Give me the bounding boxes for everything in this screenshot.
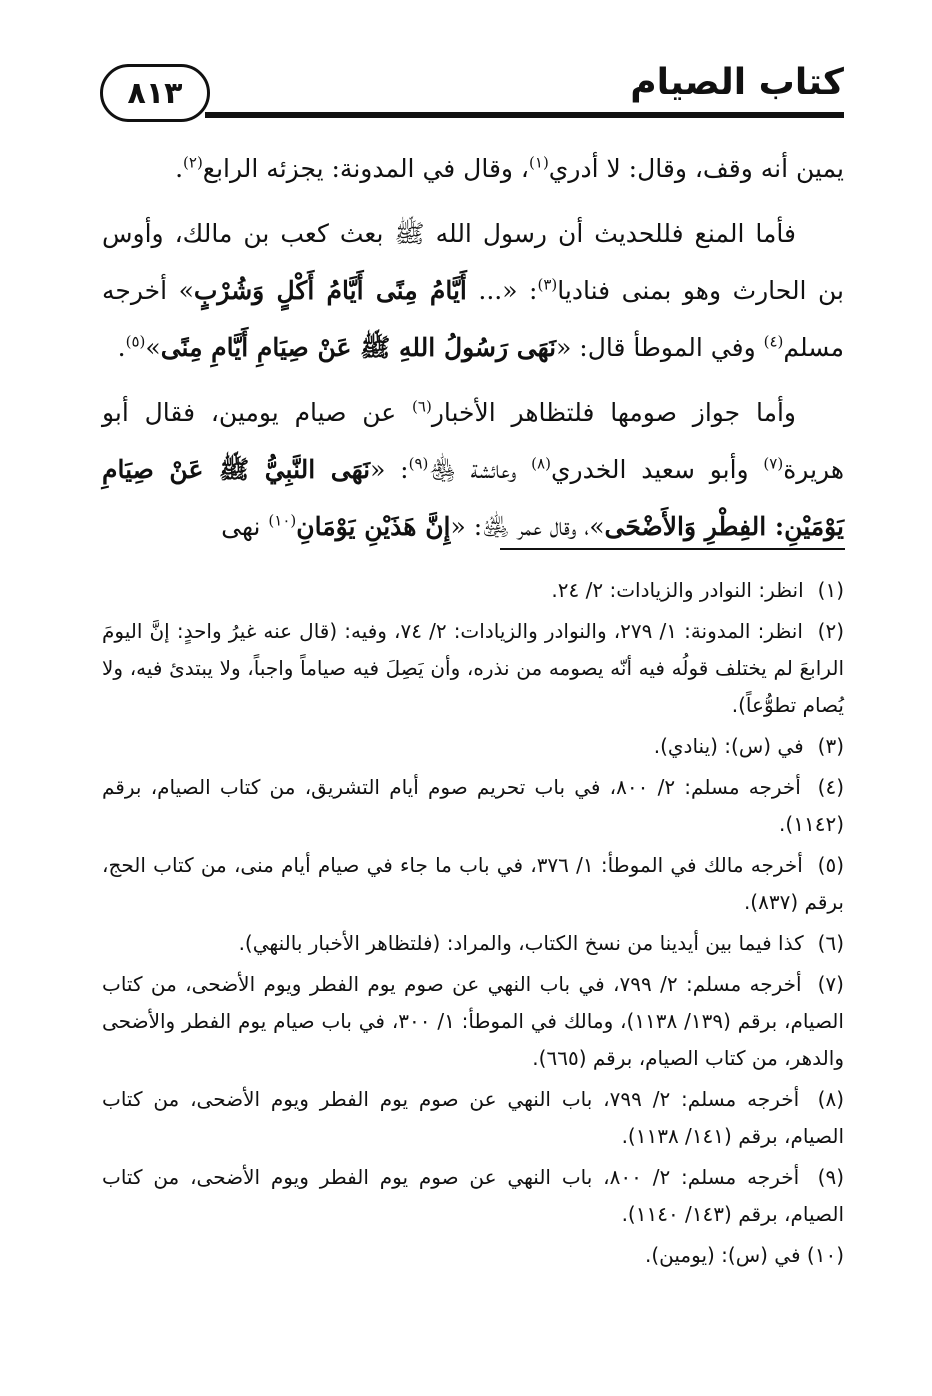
- footnote: [102, 769, 844, 843]
- footnote-number: (٥): [817, 853, 844, 877]
- footnote-ref: (٤): [763, 332, 784, 351]
- hadith-quote: نَهَى النَّبِيُّ ﷺ عَنْ صِيَامِ يَوْمَيْنِ: الفِطْرِ وَالأَضْحَى: [102, 455, 844, 541]
- text-run: فأما المنع فللحديث أن رسول الله ﷺ بعث كعب بن مالك، وأوس بن الحارث وهو بمنى فناديا: [102, 219, 845, 305]
- main-text: [102, 140, 844, 563]
- footnote-text: أخرجه مالك في الموطأ: ١/ ٣٧٦، في باب ما جاء في صيام أيام منى، من كتاب الحج، برقم (٨٣٧).: [102, 853, 844, 914]
- footnote-number: (٧): [817, 972, 844, 996]
- footnote-number: (٦): [817, 931, 844, 955]
- footnote-number: (٣): [817, 734, 844, 758]
- text-run: » أخرجه مسلم: [102, 276, 844, 362]
- text-run: وأبو سعيد الخدري: [550, 455, 764, 484]
- footnote-ref: (٥): [125, 332, 146, 351]
- text-run: نهى: [221, 512, 269, 541]
- footnote-ref: (١): [529, 153, 549, 172]
- page-number-frame: [100, 64, 210, 122]
- footnote-ref: (٧): [763, 454, 784, 473]
- text-run: وأما جواز صومها فلتظاهر الأخبار: [431, 398, 796, 427]
- footnotes: [102, 572, 844, 1278]
- text-run: : «...: [466, 276, 538, 305]
- page-number: ٨١٣: [127, 75, 183, 111]
- text-run: وعائشة ﵃: [428, 455, 532, 484]
- text-run: وفي الموطأ قال: «: [556, 333, 764, 362]
- text-run: : «: [370, 455, 409, 484]
- footnote: [102, 1081, 844, 1155]
- footnote-ref: (٩): [408, 454, 429, 473]
- footnote: [102, 1237, 844, 1274]
- footnote: [102, 572, 844, 609]
- footnote: [102, 966, 844, 1077]
- header-rule: [205, 112, 844, 118]
- text-run: .: [175, 154, 184, 183]
- footnote-number: (٢): [817, 619, 844, 643]
- footnote-text: أخرجه مسلم: ٢/ ٨٠٠، في باب تحريم صوم أيام التشريق، من كتاب الصيام، برقم (١١٤٢).: [102, 775, 844, 836]
- text-run: يمين أنه وقف، وقال: لا أدري: [548, 154, 844, 183]
- footnote-ref: (٢): [183, 153, 203, 172]
- footnote-text: في (س): (يومين).: [644, 1243, 807, 1267]
- text-run: »، وقال عمر ﵁: «: [450, 512, 605, 541]
- footnote: [102, 847, 844, 921]
- text-run: ، وقال في المدونة: يجزئه الرابع: [202, 154, 530, 183]
- hadith-quote: إِنَّ هَذَيْنِ يَوْمَانِ: [296, 512, 451, 541]
- footnote-text: انظر: المدونة: ١/ ٢٧٩، والنوادر والزيادات: ٢/ ٧٤، وفيه: (قال عنه غيرُ واحدٍ: إنَّ اليومَ الرابعَ لم يختلف قولُه فيه أنّه يصومه من نذره، وأن يَصِلَ فيه صياماً واجباً، ولا يبتدئ فيه، ولا يُصام تطوُّعاً).: [102, 619, 844, 717]
- footnote-text: انظر: النوادر والزيادات: ٢/ ٢٤.: [551, 578, 810, 602]
- body-paragraph: [102, 384, 844, 555]
- footnote-number: (٤): [817, 775, 845, 799]
- footnote: [102, 613, 844, 724]
- footnote-text: أخرجه مسلم: ٢/ ٧٩٩، باب النهي عن صوم يوم الفطر ويوم الأضحى، من كتاب الصيام، برقم (١٤١/ ١١٣٨).: [102, 1087, 844, 1148]
- footnote-number: (٩): [817, 1165, 844, 1189]
- book-title: كتاب الصيام: [630, 62, 844, 103]
- footnote: [102, 728, 844, 765]
- hadith-quote: نَهَى رَسُولُ اللهِ ﷺ عَنْ صِيَامِ أَيَّامِ مِنًى: [160, 333, 557, 362]
- text-run: »: [145, 333, 161, 362]
- footnote-separator: [500, 548, 845, 550]
- footnote-text: أخرجه مسلم: ٢/ ٨٠٠، باب النهي عن صوم يوم الفطر ويوم الأضحى، من كتاب الصيام، برقم (١٤٣/ ١١٤٠).: [102, 1165, 844, 1226]
- footnote-number: (١٠): [806, 1243, 844, 1267]
- footnote-number: (٨): [817, 1087, 844, 1111]
- footnote-ref: (١٠): [268, 511, 297, 530]
- body-paragraph: [102, 140, 844, 197]
- text-run: عن صيام يومين، فقال أبو هريرة: [102, 398, 845, 484]
- footnote-text: في (س): (ينادي).: [653, 734, 810, 758]
- footnote-ref: (٨): [531, 454, 551, 473]
- footnote-ref: (٦): [412, 397, 432, 416]
- footnote-text: أخرجه مسلم: ٢/ ٧٩٩، في باب النهي عن صوم يوم الفطر ويوم الأضحى، من كتاب الصيام، برقم (١٣٩/ ١١٣٨)، ومالك في الموطأ: ١/ ٣٠٠، في باب صيام يوم الفطر والأضحى والدهر، من كتاب الصيام، برقم (٦٦٥).: [102, 972, 844, 1070]
- footnote: [102, 925, 844, 962]
- hadith-quote: أَيَّامُ مِنًى أَيَّامُ أَكْلٍ وَشُرْبٍ: [193, 276, 467, 305]
- text-run: .: [117, 333, 126, 362]
- body-paragraph: [102, 205, 844, 376]
- footnote-text: كذا فيما بين أيدينا من نسخ الكتاب، والمراد: (فلتظاهر الأخبار بالنهي).: [238, 931, 810, 955]
- footnote-ref: (٣): [537, 275, 558, 294]
- footnote-number: (١): [817, 578, 844, 602]
- footnote: [102, 1159, 844, 1233]
